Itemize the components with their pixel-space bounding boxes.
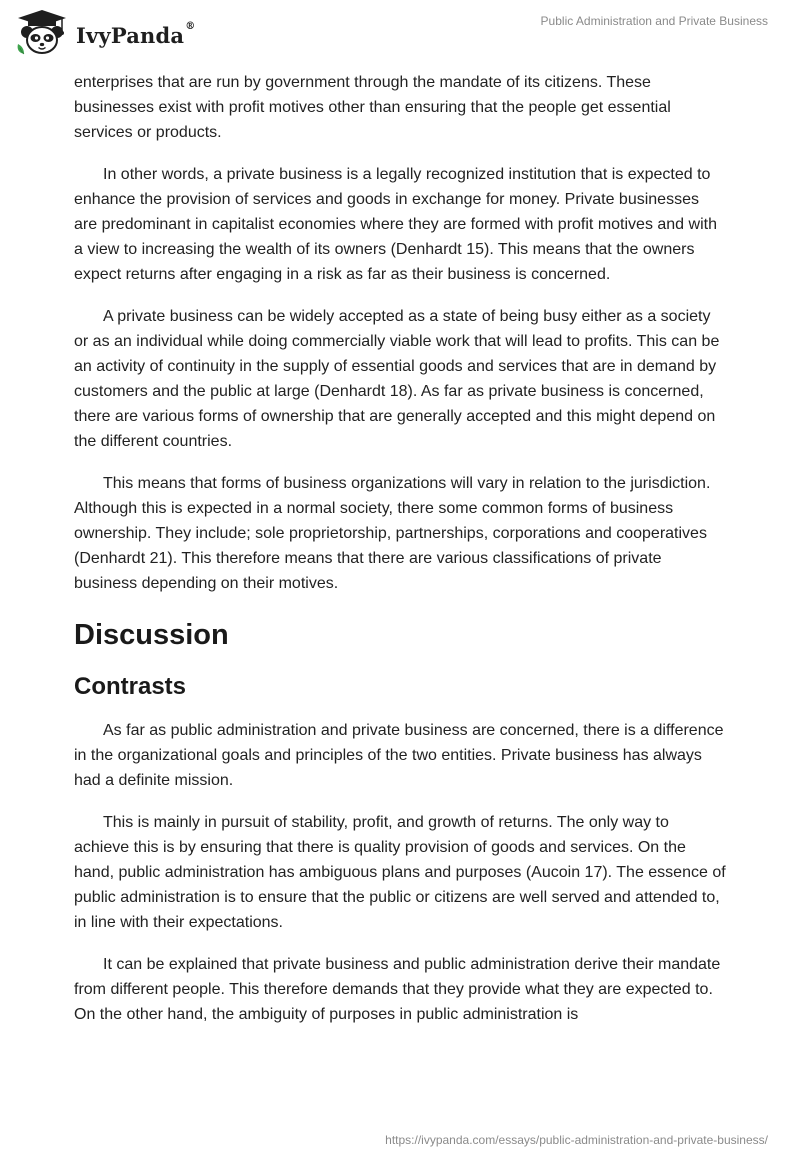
paragraph-continuation: enterprises that are run by government through the mandate of its citizens. These businesses exist with profit motives other than ensuring that the people get essential services or products. <box>74 74 671 141</box>
page-header <box>0 0 800 72</box>
paragraph: This is mainly in pursuit of stability, profit, and growth of returns. The only way to achieve this is by ensuring that there is quality provision of goods and services. On the hand, public administration has ambiguous plans and purposes (Aucoin 17). The essence of public administration is to ensure that the public or citizens are well served and attended to, in line with their expectations. <box>74 814 726 931</box>
paragraph: In other words, a private business is a legally recognized institution that is expected to enhance the provision of services and goods in exchange for money. Private businesses are predominant in capitalist economies where they are formed with profit motives and with a view to increasing the wealth of its owners (Denhardt 15). This means that the owners expect returns after engaging in a risk as far as their business is concerned. <box>74 166 717 283</box>
ivypanda-logo[interactable] <box>14 8 195 56</box>
page-url[interactable]: https://ivypanda.com/essays/public-administration-and-private-business/ <box>385 1133 768 1147</box>
paragraph: As far as public administration and private business are concerned, there is a difference in the organizational goals and principles of the two entities. Private business has always had a definite mission. <box>74 722 724 789</box>
paragraph: It can be explained that private business and public administration derive their mandate from different people. This therefore demands that they provide what they are expected to. On the other hand, the ambiguity of purposes in public administration is <box>74 956 721 1023</box>
essay-body <box>74 70 726 1044</box>
section-heading-discussion: Discussion <box>74 619 229 651</box>
document-title: Public Administration and Private Business <box>540 14 768 28</box>
brand-name: IvyPanda® <box>76 20 196 48</box>
registered-mark: ® <box>185 20 196 32</box>
paragraph: A private business can be widely accepted as a state of being busy either as a society or as an individual while doing commercially viable work that will lead to profits. This can be an activity of continuity in the supply of essential goods and services that are in demand by customers and the public at large (Denhardt 18). As far as private business is concerned, there are various forms of ownership that are generally accepted and this might depend on the different countries. <box>74 308 720 450</box>
panda-graduate-icon <box>14 8 70 56</box>
paragraph: This means that forms of business organizations will vary in relation to the jurisdiction. Although this is expected in a normal society, there some common forms of business ownership. They include; sole proprietorship, partnerships, corporations and cooperatives (Denhardt 21). This therefore means that there are various classifications of private business depending on their motives. <box>74 475 711 592</box>
subsection-heading-contrasts: Contrasts <box>74 673 187 700</box>
